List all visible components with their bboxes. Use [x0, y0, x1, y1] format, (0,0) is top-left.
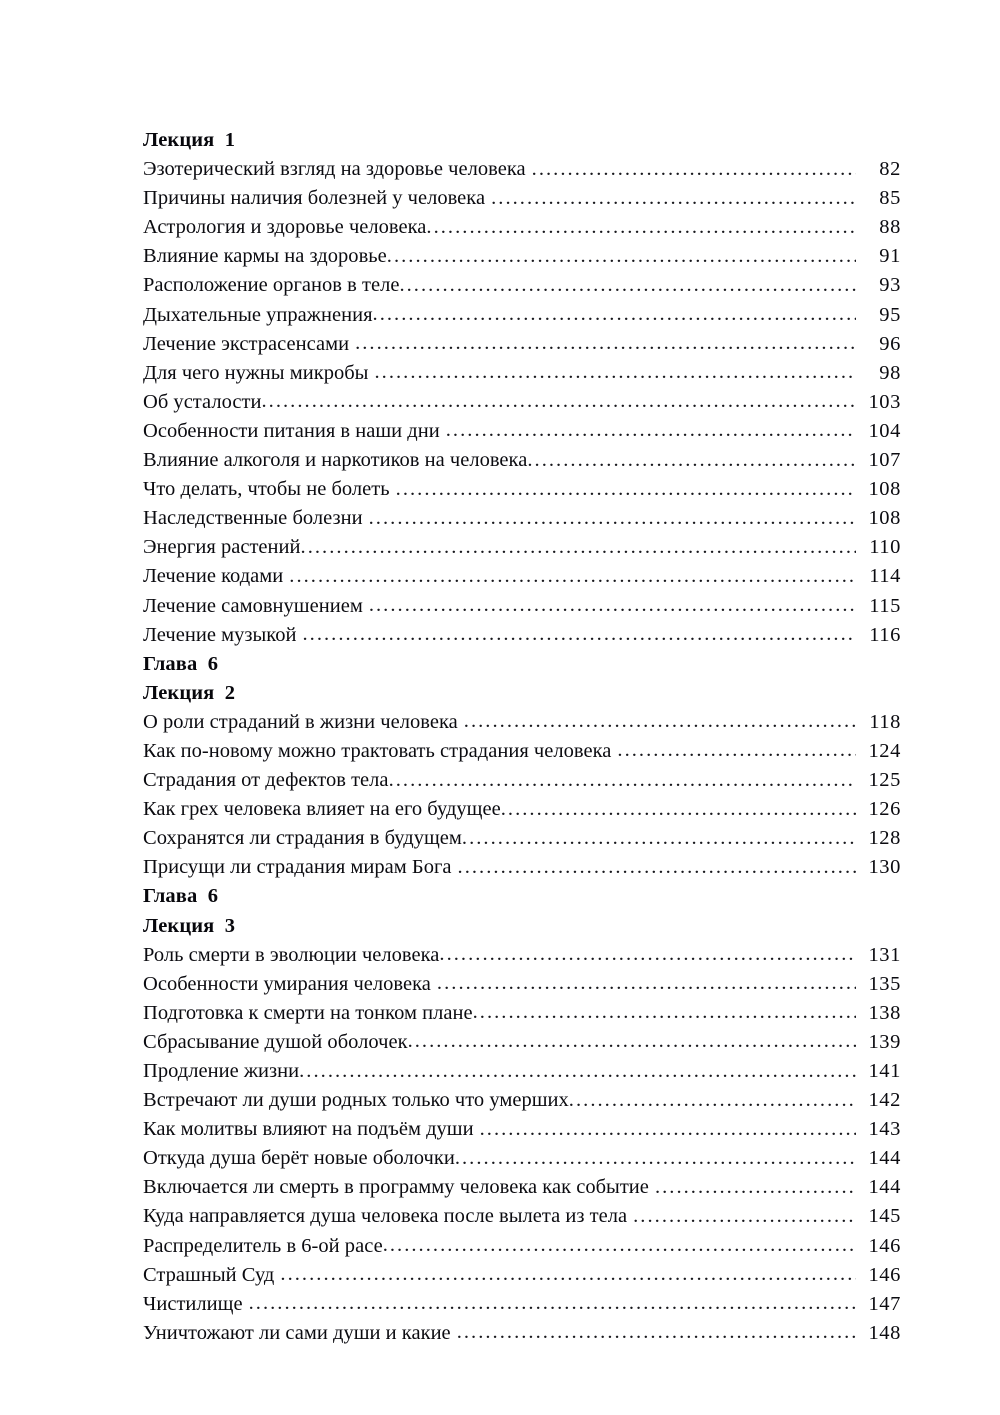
toc-page-number: 108: [868, 507, 901, 530]
toc-page-number: 131: [868, 943, 901, 966]
toc-page-number: 104: [868, 419, 901, 442]
toc-leader-dots: [289, 562, 856, 591]
toc-entry[interactable]: [143, 621, 901, 650]
toc-page-number: 130: [868, 856, 901, 879]
toc-leader-dots: [280, 1260, 856, 1289]
toc-entry-title: Сохранятся ли страдания в будущем: [143, 827, 462, 850]
toc-entry[interactable]: [143, 417, 901, 446]
toc-page-number: 147: [868, 1292, 901, 1315]
toc-entry[interactable]: [143, 475, 901, 504]
toc-entry-title: Уничтожают ли сами души и какие: [143, 1321, 451, 1344]
toc-heading: Лекция 3: [143, 914, 236, 937]
toc-entry[interactable]: [143, 1261, 901, 1290]
toc-leader-dots: [569, 1086, 856, 1115]
toc-leader-dots: [389, 766, 856, 795]
toc-page-number: 103: [868, 390, 901, 413]
toc-page-number: 143: [868, 1118, 901, 1141]
toc-entry[interactable]: [143, 853, 901, 882]
toc-leader-dots: [532, 155, 856, 184]
toc-page-number: 114: [869, 565, 901, 588]
toc-heading: Лекция 2: [143, 681, 236, 704]
toc-entry[interactable]: [143, 1115, 901, 1144]
toc-page-number: 118: [869, 710, 901, 733]
toc-entry[interactable]: [143, 941, 901, 970]
toc-entry[interactable]: [143, 1202, 901, 1231]
toc-page-number: 141: [868, 1060, 901, 1082]
toc-entry[interactable]: [143, 330, 901, 359]
toc-leader-dots: [457, 1318, 856, 1347]
toc-page-number: 148: [868, 1321, 901, 1344]
toc-entry-title: Продление жизни: [143, 1060, 300, 1082]
toc-entry[interactable]: [143, 1173, 901, 1202]
toc-heading: Лекция 1: [143, 129, 236, 151]
toc-page-number: 98: [879, 361, 901, 384]
toc-page-number: 126: [868, 798, 901, 821]
toc-entry-title: Куда направляется душа человека после вылета из тела: [143, 1205, 628, 1228]
toc-leader-dots: [464, 707, 856, 736]
toc-entry-title: Об усталости: [143, 390, 262, 413]
toc-leader-dots: [655, 1173, 856, 1202]
toc-page-number: 142: [868, 1089, 901, 1112]
toc-entry-title: Влияние алкоголя и наркотиков на человека: [143, 449, 528, 472]
toc-entry-title: Подготовка к смерти на тонком плане: [143, 1001, 473, 1024]
toc-leader-dots: [374, 358, 856, 387]
toc-page-number: 145: [868, 1205, 901, 1228]
toc-leader-dots: [527, 446, 856, 475]
toc-entry[interactable]: [143, 388, 901, 417]
toc-entry-title: Как по-новому можно трактовать страдания человека: [143, 739, 612, 762]
toc-leader-dots: [355, 329, 856, 358]
toc-entry[interactable]: [143, 213, 901, 242]
toc-entry[interactable]: [143, 1028, 901, 1057]
toc-page-number: 124: [868, 739, 901, 762]
toc-page-number: 138: [868, 1001, 901, 1024]
toc-entry[interactable]: [143, 1290, 901, 1319]
toc-entry[interactable]: [143, 592, 901, 621]
toc-leader-dots: [301, 533, 856, 562]
toc-entry[interactable]: [143, 766, 901, 795]
toc-entry-title: Чистилище: [143, 1292, 243, 1315]
toc-leader-dots: [458, 853, 856, 882]
toc-page-number: 146: [868, 1263, 901, 1286]
toc-entry[interactable]: [143, 1057, 901, 1086]
toc-leader-dots: [399, 271, 856, 300]
toc-entry-title: Включается ли смерть в программу человека как событие: [143, 1176, 649, 1199]
toc-page-number: 82: [879, 158, 901, 181]
toc-leader-dots: [408, 1027, 856, 1056]
toc-entry-title: Страшный Суд: [143, 1263, 275, 1286]
toc-entry-title: Лечение экстрасенсами: [143, 332, 350, 355]
toc-page-number: 108: [868, 478, 901, 501]
toc-entry-title: Причины наличия болезней у человека: [143, 187, 486, 210]
toc-entry[interactable]: [143, 446, 901, 475]
toc-entry-title: Для чего нужны микробы: [143, 361, 369, 384]
toc-entry-title: Эзотерический взгляд на здоровье человека: [143, 158, 526, 181]
toc-entry-title: Особенности питания в наши дни: [143, 419, 440, 442]
toc-page-number: 85: [879, 187, 901, 210]
toc-entry-title: Особенности умирания человека: [143, 972, 431, 995]
toc-entry[interactable]: [143, 533, 901, 562]
toc-leader-dots: [299, 1057, 856, 1086]
toc-entry-title: Лечение самовнушением: [143, 594, 363, 617]
toc-page-number: 107: [868, 449, 901, 472]
toc-leader-dots: [480, 1115, 856, 1144]
toc-leader-dots: [455, 1144, 856, 1173]
toc-leader-dots: [462, 824, 856, 853]
toc-entry[interactable]: [143, 1319, 901, 1348]
toc-entry-title: Расположение органов в теле: [143, 274, 400, 297]
toc-entry[interactable]: [143, 504, 901, 533]
toc-leader-dots: [633, 1202, 856, 1231]
toc-entry[interactable]: [143, 155, 901, 184]
toc-leader-dots: [369, 591, 856, 620]
toc-entry-title: Что делать, чтобы не болеть: [143, 478, 390, 501]
toc-entry-title: О роли страданий в жизни человека: [143, 710, 458, 733]
toc-page-number: 144: [868, 1176, 901, 1199]
toc-entry-title: Страдания от дефектов тела: [143, 769, 389, 792]
toc-leader-dots: [437, 969, 856, 998]
toc-page-number: 146: [868, 1234, 901, 1257]
toc-leader-dots: [439, 940, 856, 969]
toc-heading: Глава 6: [143, 652, 219, 675]
toc-leader-dots: [373, 300, 856, 329]
toc-leader-dots: [261, 387, 856, 416]
toc-entry-title: Как молитвы влияют на подъём души: [143, 1118, 474, 1141]
toc-entry-title: Присущи ли страдания мирам Бога: [143, 856, 452, 879]
toc-entry-title: Встречают ли души родных только что умерших: [143, 1089, 569, 1112]
toc-entry[interactable]: [143, 562, 901, 591]
toc-page-number: 139: [868, 1030, 901, 1053]
toc-entry-title: Наследственные болезни: [143, 507, 363, 530]
toc-page-number: 135: [868, 972, 901, 995]
toc-entry-title: Сбрасывание душой оболочек: [143, 1030, 408, 1053]
toc-entry[interactable]: [143, 271, 901, 300]
toc-page-number: 128: [868, 827, 901, 850]
toc-entry[interactable]: [143, 795, 901, 824]
toc-page-number: 125: [868, 769, 901, 792]
toc-leader-dots: [249, 1289, 856, 1318]
toc-page-number: 93: [879, 274, 901, 297]
toc-entry-title: Распределитель в 6-ой расе: [143, 1234, 383, 1257]
toc-page-number: 88: [879, 216, 901, 239]
toc-leader-dots: [383, 1231, 856, 1260]
toc-page-number: 91: [879, 245, 901, 268]
toc-leader-dots: [396, 475, 856, 504]
toc-entry[interactable]: [143, 1232, 901, 1261]
toc-entry[interactable]: [143, 999, 901, 1028]
toc-entry[interactable]: [143, 737, 901, 766]
toc-page-number: 96: [879, 332, 901, 355]
toc-leader-dots: [387, 242, 856, 271]
toc-entry[interactable]: [143, 1086, 901, 1115]
toc-leader-dots: [446, 416, 856, 445]
toc-leader-dots: [426, 213, 856, 242]
toc-leader-dots: [491, 184, 856, 213]
toc-entry[interactable]: [143, 824, 901, 853]
toc-entry[interactable]: [143, 301, 901, 330]
toc-entry-title: Роль смерти в эволюции человека: [143, 943, 440, 966]
toc-page-number: 95: [879, 303, 901, 326]
toc-leader-dots: [617, 736, 856, 765]
toc-entry-title: Астрология и здоровье человека: [143, 216, 427, 239]
toc-page-number: 144: [868, 1147, 901, 1170]
toc-leader-dots: [501, 795, 856, 824]
toc-entry[interactable]: [143, 242, 901, 271]
toc-page-number: 115: [869, 594, 901, 617]
toc-entry[interactable]: [143, 359, 901, 388]
toc-entry[interactable]: [143, 970, 901, 999]
toc-entry-title: Энергия растений: [143, 536, 301, 559]
toc-entry-title: Влияние кармы на здоровье: [143, 245, 387, 268]
toc-leader-dots: [369, 504, 856, 533]
toc-entry-title: Откуда душа берёт новые оболочки: [143, 1147, 455, 1170]
toc-entry[interactable]: [143, 184, 901, 213]
table-of-contents: [143, 126, 901, 1348]
toc-page-number: 110: [869, 536, 901, 559]
toc-entry-title: Лечение кодами: [143, 565, 284, 588]
toc-heading: Глава 6: [143, 885, 219, 908]
toc-entry-title: Лечение музыкой: [143, 623, 297, 646]
toc-page-number: 116: [869, 623, 901, 646]
toc-entry[interactable]: [143, 708, 901, 737]
toc-entry-title: Как грех человека влияет на его будущее: [143, 798, 501, 821]
toc-leader-dots: [302, 620, 856, 649]
toc-entry-title: Дыхательные упражнения: [143, 303, 373, 326]
toc-leader-dots: [473, 998, 856, 1027]
toc-entry[interactable]: [143, 1144, 901, 1173]
